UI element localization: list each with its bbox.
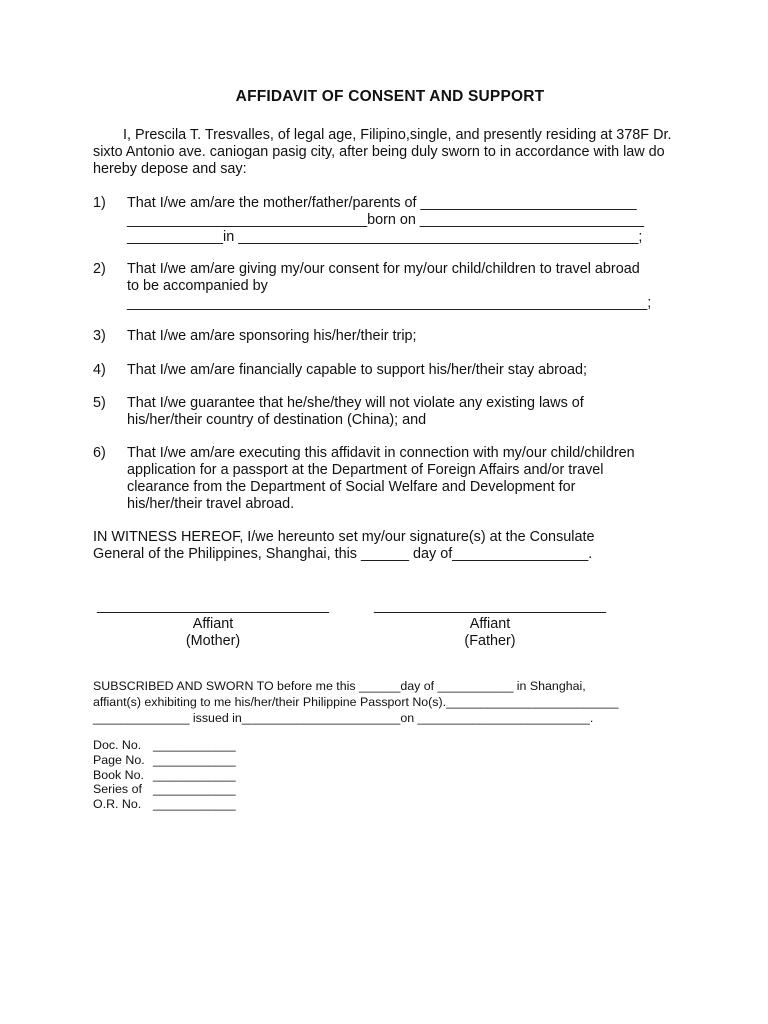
clause-number: 1) — [93, 195, 106, 211]
clause-line: to be accompanied by — [127, 278, 268, 294]
clause-line: That I/we am/are giving my/our consent for my/our child/children to travel abroad — [127, 261, 640, 277]
clause-number: 2) — [93, 261, 106, 277]
field-blank: ____________ — [153, 782, 236, 797]
witness-line: General of the Philippines, Shanghai, this ______ day of_________________. — [93, 546, 593, 563]
clause-line: clearance from the Department of Social Welfare and Development for — [127, 479, 576, 495]
document-title: AFFIDAVIT OF CONSENT AND SUPPORT — [235, 88, 545, 105]
clause-line: application for a passport at the Department of Foreign Affairs and/or travel — [127, 462, 604, 478]
witness-line: IN WITNESS HEREOF, I/we hereunto set my/our signature(s) at the Consulate — [93, 529, 595, 545]
field-blank: ____________ — [153, 797, 236, 812]
clause-line: his/her/their travel abroad. — [127, 496, 295, 512]
clause-number: 5) — [93, 395, 106, 411]
signature-line: _____________________________ — [96, 598, 330, 614]
clause-line: That I/we guarantee that he/she/they will not violate any existing laws of — [127, 395, 584, 411]
jurat-paragraph — [93, 678, 693, 727]
notarial-field-page-no — [93, 753, 236, 768]
field-label: Book No. — [93, 767, 144, 782]
notarial-field-or-no — [93, 797, 236, 812]
notarial-field-book-no — [93, 768, 236, 783]
notarial-field-series — [93, 782, 236, 797]
signature-relation: (Father) — [464, 633, 516, 650]
clause-number: 3) — [93, 328, 106, 344]
signature-block-mother — [93, 598, 333, 651]
field-blank: ____________ — [153, 767, 236, 782]
clause-number: 6) — [93, 445, 106, 461]
field-label: Series of — [93, 782, 142, 797]
notarial-field-doc-no — [93, 738, 236, 753]
jurat-line: ______________ issued in_______________________on _________________________. — [93, 711, 594, 726]
field-label: O.R. No. — [93, 797, 142, 812]
clause-line: That I/we am/are executing this affidavit in connection with my/our child/children — [127, 445, 635, 461]
signature-relation: (Mother) — [185, 633, 241, 650]
clause-line: That I/we am/are sponsoring his/her/their trip; — [127, 328, 417, 344]
field-label: Doc. No. — [93, 738, 142, 752]
jurat-line: affiant(s) exhibiting to me his/her/their Philippine Passport No(s)._________________________ — [93, 695, 619, 710]
clause-line: ______________________________born on ____________________________ — [127, 212, 645, 228]
clause-line: _________________________________________________________________; — [127, 295, 652, 311]
notarial-fields — [93, 738, 236, 812]
field-blank: ____________ — [153, 738, 236, 752]
clause-number: 4) — [93, 362, 106, 378]
signature-block-father — [370, 598, 610, 651]
clause-line: ____________in __________________________________________________; — [127, 229, 643, 245]
signature-line: _____________________________ — [373, 598, 607, 614]
clause-line: That I/we am/are the mother/father/parents of ___________________________ — [127, 195, 637, 211]
signature-role: Affiant — [192, 615, 234, 632]
signature-role: Affiant — [469, 615, 511, 632]
intro-paragraph: I, Prescila T. Tresvalles, of legal age, Filipino,single, and presently residing at 378F Dr. sixto Antonio ave. caniogan pasig city, after being duly sworn to in accordance with law do hereby depose and say: — [93, 127, 672, 178]
witness-paragraph — [93, 529, 683, 563]
clause-line: That I/we am/are financially capable to support his/her/their stay abroad; — [127, 362, 587, 378]
clause-line: his/her/their country of destination (China); and — [127, 412, 427, 428]
jurat-line: SUBSCRIBED AND SWORN TO before me this ______day of ___________ in Shanghai, — [93, 679, 586, 693]
field-blank: ____________ — [153, 752, 236, 767]
field-label: Page No. — [93, 752, 145, 767]
